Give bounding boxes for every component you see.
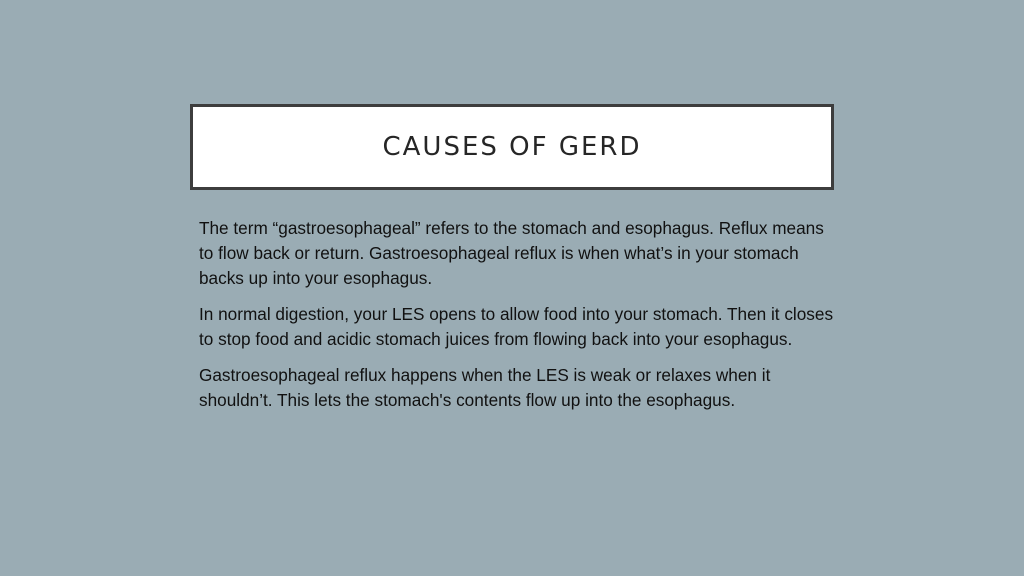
paragraph-reflux-cause: Gastroesophageal reflux happens when the LES is weak or relaxes when it shouldn’t. This lets the stomach's contents flow up into the esophagus. — [199, 365, 771, 410]
paragraph-normal-digestion: In normal digestion, your LES opens to allow food into your stomach. Then it closes to stop food and acidic stomach juices from flowing back into your esophagus. — [199, 304, 834, 349]
title-box — [190, 104, 834, 190]
slide-title: CAUSES OF GERD — [382, 132, 642, 162]
slide-body — [199, 216, 839, 424]
paragraph-gerd-definition: The term “gastroesophageal” refers to the stomach and esophagus. Reflux means to flow back or return. Gastroesophageal reflux is when what’s in your stomach backs up into your esophagus. — [199, 218, 824, 288]
